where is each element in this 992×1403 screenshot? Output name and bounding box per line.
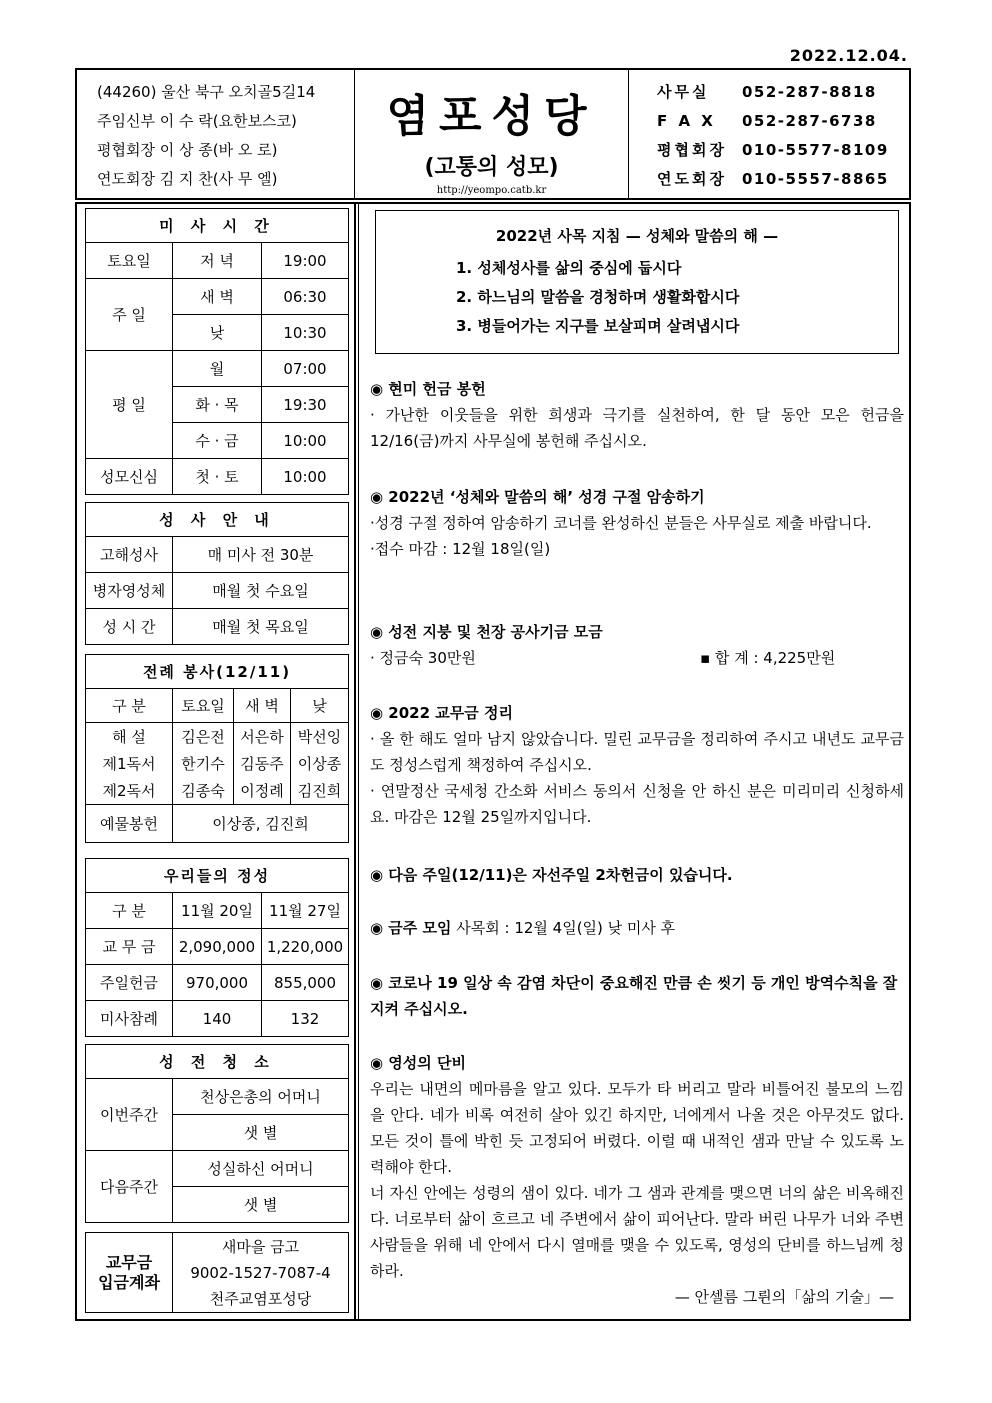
policy-item: 2. 하느님의 말씀을 경청하며 생활화합시다 <box>456 288 740 306</box>
mass-day: 성모신심 <box>86 459 173 495</box>
notice-heading: ◉ 영성의 단비 <box>370 1054 466 1072</box>
yeondo-president: 연도회장 김 지 찬(사 무 엘) <box>97 170 278 188</box>
liturgy-person: 서은하 <box>234 723 291 751</box>
mass-time: 10:00 <box>262 423 349 459</box>
mass-time: 06:30 <box>262 279 349 315</box>
notice-covid <box>370 970 904 1022</box>
sacrament-name: 성 시 간 <box>86 609 173 645</box>
mass-slot: 첫 · 토 <box>173 459 262 495</box>
contact-label: F A X <box>657 112 716 130</box>
pastoral-policy-box <box>375 210 899 354</box>
mass-day: 주 일 <box>86 279 173 351</box>
liturgy-header: 새 벽 <box>234 689 291 723</box>
notice-meetings <box>370 915 904 941</box>
header-info <box>77 70 355 198</box>
sacrament-name: 병자영성체 <box>86 573 173 609</box>
liturgy-person: 김종숙 <box>173 777 234 805</box>
notice-heading: ◉ 다음 주일(12/11)은 자선주일 2차헌금이 있습니다. <box>370 866 733 884</box>
cleaning-title: 성 전 청 소 <box>86 1045 349 1079</box>
mass-slot: 낮 <box>173 315 262 351</box>
offering-value: 140 <box>173 1001 262 1037</box>
mass-slot: 화 · 목 <box>173 387 262 423</box>
pastor: 주임신부 이 수 락(요한보스코) <box>97 112 297 130</box>
cleaning-group: 천상은총의 어머니 <box>173 1079 349 1115</box>
offering-header: 11월 27일 <box>262 893 349 929</box>
header <box>75 68 911 200</box>
liturgy-person: 박선잉 <box>291 723 349 751</box>
fund-total: ▪ 합 계 : 4,225만원 <box>700 649 836 667</box>
account-table <box>85 1232 349 1313</box>
liturgy-person: 김동주 <box>234 751 291 777</box>
notice-text: · 올 한 해도 얼마 남지 않았습니다. 밀린 교무금을 정리하여 주시고 내년도 교무금도 정성스럽게 책정하여 주십시오. <box>370 730 904 774</box>
offering-value: 855,000 <box>262 965 349 1001</box>
offering-table <box>85 858 349 1037</box>
bulletin-date: 2022.12.04. <box>789 46 908 65</box>
notice-text: 사목회 : 12월 4일(일) 낮 미사 후 <box>451 919 676 937</box>
account-label <box>86 1233 173 1313</box>
fund-row <box>370 645 904 671</box>
cleaning-table <box>85 1044 349 1223</box>
contact-number: 052-287-8818 <box>742 83 877 101</box>
policy-title: 2022년 사목 지침 — 성체와 말씀의 해 — <box>495 227 779 245</box>
policy-item: 3. 병들어가는 지구를 보살피며 살려냅시다 <box>456 317 740 335</box>
liturgy-person: 김진희 <box>291 777 349 805</box>
notice-dues <box>370 700 904 830</box>
notice-text: ·접수 마감 : 12월 18일(일) <box>370 540 551 558</box>
cleaning-week: 다음주간 <box>86 1151 173 1223</box>
contact-council <box>657 136 909 165</box>
notice-charity-sunday <box>370 862 904 888</box>
liturgy-header: 낮 <box>291 689 349 723</box>
contact-number: 052-287-6738 <box>742 112 877 130</box>
mass-slot: 저 녁 <box>173 243 262 279</box>
quote-source: — 안셀름 그륀의「삶의 기술」— <box>674 1288 894 1306</box>
column-divider <box>358 204 359 1319</box>
offering-category: 교 무 금 <box>86 929 173 965</box>
account-info <box>173 1233 349 1313</box>
mass-day: 평 일 <box>86 351 173 459</box>
page-title: 염포성당 <box>386 91 597 142</box>
contact-yeondo <box>657 165 909 194</box>
offering-category: 미사참례 <box>86 1001 173 1037</box>
offertory-label: 예물봉헌 <box>86 805 173 843</box>
account-label-line: 교무금 <box>105 1252 153 1272</box>
mass-slot: 월 <box>173 351 262 387</box>
address: (44260) 울산 북구 오치골5길14 <box>97 83 316 101</box>
offering-category: 주일헌금 <box>86 965 173 1001</box>
liturgy-person: 김은전 <box>173 723 234 751</box>
offering-value: 132 <box>262 1001 349 1037</box>
liturgy-header: 구 분 <box>86 689 173 723</box>
notice-heading: ◉ 금주 모임 <box>370 919 452 937</box>
notice-heading: ◉ 코로나 19 일상 속 감염 차단이 중요해진 만큼 손 씻기 등 개인 방역수칙을 잘 지켜 주십시오. <box>370 974 898 1018</box>
offering-value: 2,090,000 <box>173 929 262 965</box>
notice-text: · 연말정산 국세청 간소화 서비스 동의서 신청을 안 하신 분은 미리미리 신청하세요. 마감은 12월 25일까지입니다. <box>370 782 904 826</box>
contact-label: 연도회장 <box>657 170 727 188</box>
notice-bible-memorize <box>370 484 904 562</box>
notice-brown-rice <box>370 376 904 454</box>
mass-times-table <box>85 208 349 495</box>
offering-value: 1,220,000 <box>262 929 349 965</box>
notice-construction-fund <box>370 619 904 671</box>
bulletin-body <box>75 202 911 1321</box>
liturgy-header: 토요일 <box>173 689 234 723</box>
sacrament-table <box>85 502 349 645</box>
account-holder: 천주교염포성당 <box>209 1289 312 1308</box>
liturgy-role: 제2독서 <box>86 777 173 805</box>
notice-heading: ◉ 2022 교무금 정리 <box>370 704 513 722</box>
mass-time: 19:30 <box>262 387 349 423</box>
mass-slot: 수 · 금 <box>173 423 262 459</box>
website-url[interactable]: http://yeompo.catb.kr <box>436 185 547 196</box>
offering-value: 970,000 <box>173 965 262 1001</box>
contact-office <box>657 78 909 107</box>
offering-title: 우리들의 정성 <box>86 859 349 893</box>
policy-item: 1. 성체성사를 삶의 중심에 둡시다 <box>456 259 682 277</box>
liturgy-person: 이상종 <box>291 751 349 777</box>
account-bank: 새마을 금고 <box>221 1237 300 1256</box>
cleaning-week: 이번주간 <box>86 1079 173 1151</box>
sacrament-name: 고해성사 <box>86 537 173 573</box>
contact-number: 010-5557-8865 <box>742 170 889 188</box>
cleaning-group: 샛 별 <box>173 1187 349 1223</box>
contact-label: 사무실 <box>657 83 710 101</box>
liturgy-person: 이정례 <box>234 777 291 805</box>
mass-slot: 새 벽 <box>173 279 262 315</box>
notice-heading: ◉ 성전 지붕 및 천장 공사기금 모금 <box>370 623 603 641</box>
notice-text: 우리는 내면의 메마름을 알고 있다. 모두가 타 버리고 말라 비틀어진 불모의 느낌을 안다. 네가 비록 여전히 살아 있긴 하지만, 너에게서 나올 것은 아무것도 없다. 모든 것이 틀에 박힌 듯 고정되어 버렸다. 이럴 때 내적인 샘과 만날 수 있도록 노력해야 한다. <box>370 1080 904 1176</box>
notice-text: 너 자신 안에는 성령의 샘이 있다. 네가 그 샘과 관계를 맺으면 너의 삶은 비옥해진다. 너로부터 삶이 흐르고 네 주변에서 삶이 피어난다. 말라 버린 나무가 너와 주변 사람들을 위해 네 안에서 다시 열매를 맺을 수 있도록, 영성의 단비를 하느님께 청하라. <box>370 1184 904 1280</box>
sacrament-schedule: 매월 첫 목요일 <box>173 609 349 645</box>
sacrament-schedule: 매월 첫 수요일 <box>173 573 349 609</box>
notice-heading: ◉ 2022년 ‘성체와 말씀의 해’ 성경 구절 암송하기 <box>370 488 705 506</box>
fund-donor: · 정금숙 30만원 <box>370 649 476 667</box>
contacts <box>629 70 909 198</box>
cleaning-group: 성실하신 어머니 <box>173 1151 349 1187</box>
notice-text: · 가난한 이웃들을 위한 희생과 극기를 실천하여, 한 달 동안 모은 헌금을 12/16(금)까지 사무실에 봉헌해 주십시오. <box>370 406 904 450</box>
liturgy-role: 해 설 <box>86 723 173 751</box>
sacrament-title: 성 사 안 내 <box>86 503 349 537</box>
liturgy-title: 전례 봉사(12/11) <box>86 655 349 689</box>
contact-fax <box>657 107 909 136</box>
mass-times-title: 미 사 시 간 <box>86 209 349 243</box>
notice-heading: ◉ 현미 헌금 봉헌 <box>370 380 486 398</box>
account-label-line: 입금계좌 <box>98 1272 160 1292</box>
mass-time: 19:00 <box>262 243 349 279</box>
column-divider <box>354 204 356 1319</box>
sacrament-schedule: 매 미사 전 30분 <box>173 537 349 573</box>
mass-time: 10:00 <box>262 459 349 495</box>
notice-spiritual-rain <box>370 1050 904 1310</box>
liturgy-person: 한기수 <box>173 751 234 777</box>
contact-number: 010-5577-8109 <box>742 141 889 159</box>
account-number: 9002-1527-7087-4 <box>190 1263 331 1282</box>
contact-label: 평협회장 <box>657 141 727 159</box>
mass-time: 07:00 <box>262 351 349 387</box>
offering-header: 11월 20일 <box>173 893 262 929</box>
offertory-people: 이상종, 김진희 <box>173 805 349 843</box>
notice-text: ·성경 구절 정하여 암송하기 코너를 완성하신 분들은 사무실로 제출 바랍니다. <box>370 514 872 532</box>
offering-header: 구 분 <box>86 893 173 929</box>
cleaning-group: 샛 별 <box>173 1115 349 1151</box>
liturgy-table <box>85 654 349 843</box>
page-subtitle: (고통의 성모) <box>424 155 559 180</box>
header-title-block <box>355 70 629 198</box>
liturgy-role: 제1독서 <box>86 751 173 777</box>
mass-day: 토요일 <box>86 243 173 279</box>
council-president: 평협회장 이 상 종(바 오 로) <box>97 141 278 159</box>
mass-time: 10:30 <box>262 315 349 351</box>
